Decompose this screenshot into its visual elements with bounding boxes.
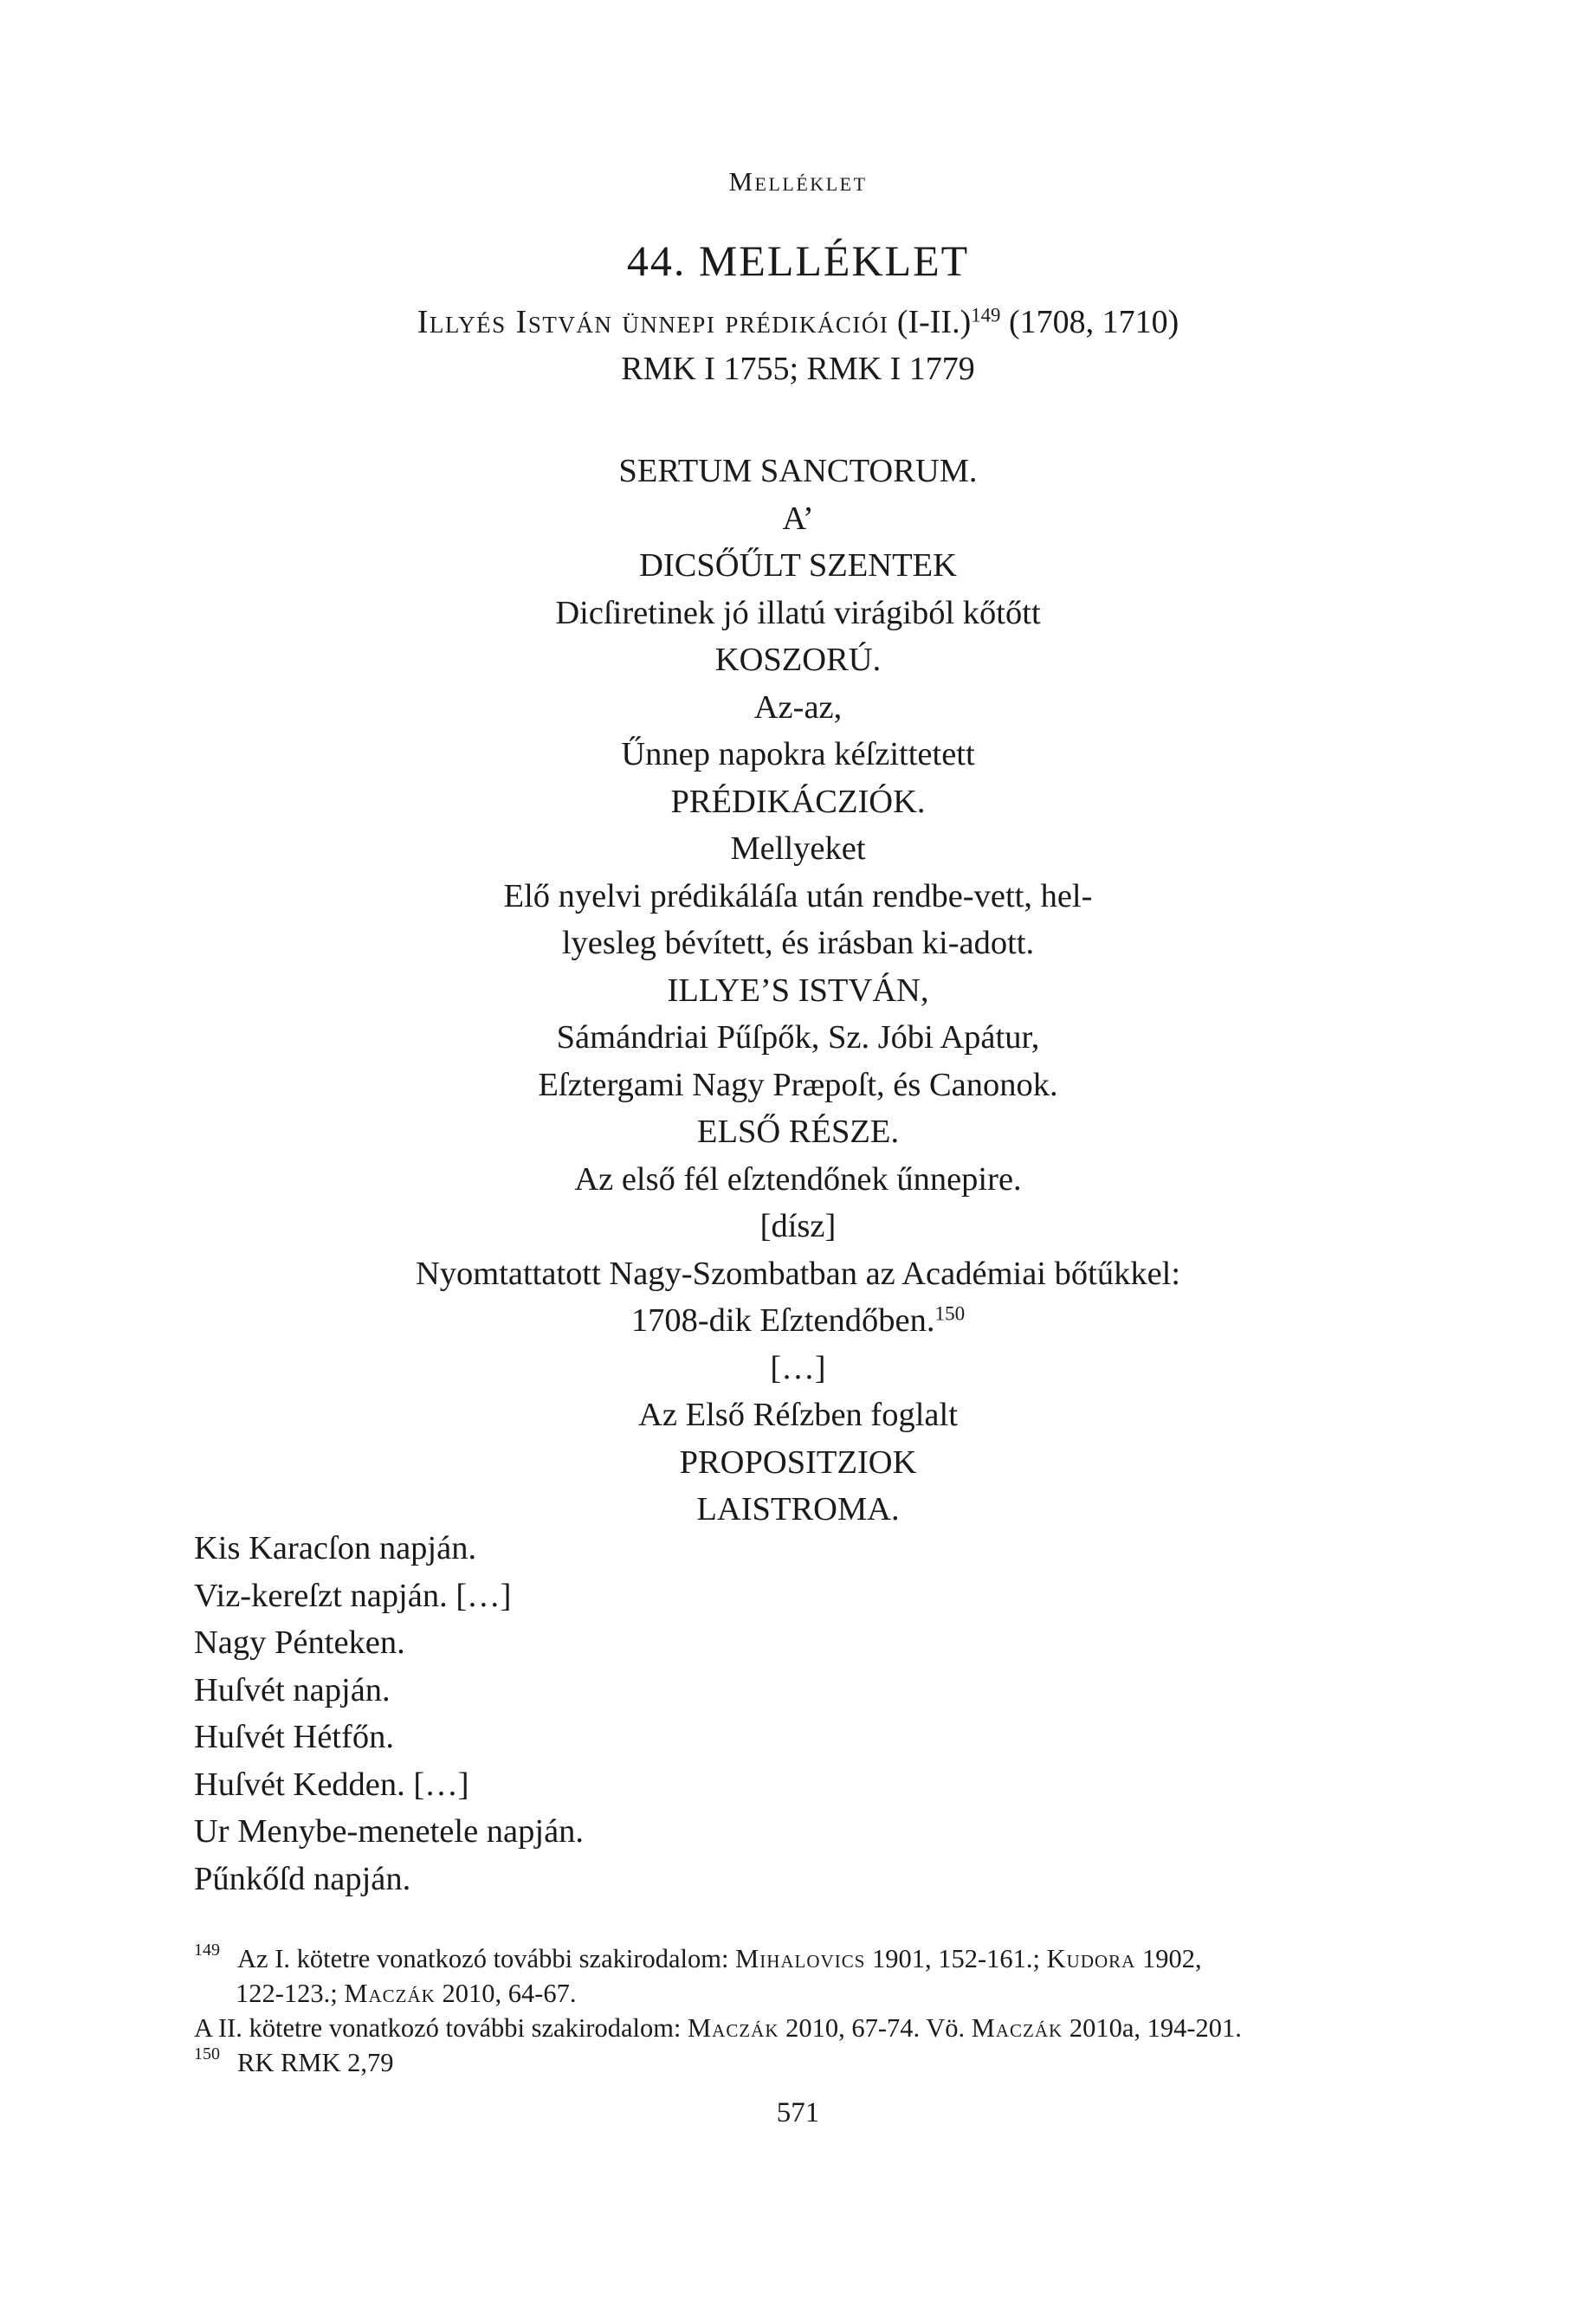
subtitle: [0, 299, 1596, 392]
footnote-ref-149[interactable]: 149: [971, 304, 1001, 326]
footnote-149-continued: [194, 1976, 1406, 2011]
title-line: ILLYE’S ISTVÁN,: [667, 972, 929, 1009]
title-line: Nyomtattatott Nagy-Szombatban az Académiai bőtűkkel:: [415, 1255, 1181, 1292]
title-line: ELSŐ RÉSZE.: [696, 1114, 900, 1150]
title-line: DICSŐŰLT SZENTEK: [639, 547, 957, 584]
author-name: Maczák: [344, 1979, 436, 2008]
list-item: Nagy Pénteken.: [194, 1624, 405, 1661]
list-item: Kis Karacſon napján.: [194, 1530, 477, 1566]
subtitle-name: Illyés István ünnepi prédikációi: [417, 304, 889, 340]
footnote-text: RK RMK 2,79: [237, 2048, 394, 2077]
title-line: Sámándriai Pűſpők, Sz. Jóbi Apátur,: [556, 1019, 1040, 1056]
footnote-text: 1901, 152-161.;: [865, 1944, 1047, 1973]
footnote-ref-150[interactable]: 150: [934, 1301, 966, 1325]
author-name: Kudora: [1046, 1944, 1136, 1973]
title-line: […]: [770, 1349, 826, 1386]
footnote-text: Az I. kötetre vonatkozó további szakirodalom:: [237, 1944, 736, 1973]
footnote-mark: 150: [194, 2044, 220, 2063]
footnote-text: 2010, 64-67.: [435, 1979, 577, 2008]
list-item: Huſvét Kedden. […]: [194, 1766, 469, 1803]
author-name: Mihalovics: [735, 1944, 866, 1973]
title-line: lyesleg bévített, és irásban ki-adott.: [561, 925, 1035, 961]
title-line: Űnnep napokra kéſzittetett: [621, 736, 975, 772]
imprint-year-line: [0, 1297, 1596, 1345]
chapter-title: 44. MELLÉKLET: [626, 236, 970, 285]
footnote-mark: 149: [194, 1941, 220, 1960]
title-line: [dísz]: [759, 1208, 837, 1244]
list-item: Pűnkőſd napján.: [194, 1860, 411, 1897]
subtitle-rmk: RMK I 1755; RMK I 1779: [621, 351, 975, 387]
footnote-text: A II. kötetre vonatkozó további szakirodalom:: [194, 2013, 688, 2043]
subtitle-line: [0, 299, 1596, 346]
title-line: Az első fél eſztendőnek űnnepire.: [574, 1160, 1022, 1198]
list-item: Ur Menybe-menetele napján.: [194, 1813, 585, 1850]
footnotes: [194, 1941, 1406, 2080]
title-line: Dicſiretinek jó illatú virágiból kőtőtt: [555, 594, 1041, 631]
title-page-transcription: [0, 448, 1596, 1534]
title-line: Az Első Réſzben foglalt: [638, 1397, 958, 1433]
footnote-150: [194, 2045, 1406, 2080]
footnote-text: 122-123.;: [236, 1979, 345, 2008]
title-line: KOSZORÚ.: [714, 642, 882, 678]
list-item: Viz-kereſzt napján. […]: [194, 1577, 512, 1614]
title-line: PROPOSITZIOK: [679, 1443, 917, 1481]
running-head: Melléklet: [728, 166, 868, 197]
list-item: Huſvét napján.: [194, 1671, 391, 1708]
footnote-149: [194, 1941, 1406, 1976]
footnote-text: 2010, 67-74. Vö.: [779, 2013, 972, 2043]
title-line: PRÉDIKÁCZIÓK.: [670, 783, 926, 820]
title-line: A’: [782, 500, 814, 537]
page-number: 571: [776, 2097, 820, 2128]
imprint-year: 1708-dik Eſztendőben.: [630, 1302, 935, 1339]
title-line: SERTUM SANCTORUM.: [618, 453, 978, 489]
propositions-list: [194, 1525, 584, 1902]
footnote-text: 2010a, 194-201.: [1063, 2013, 1242, 2043]
title-line: Eſztergami Nagy Præpoſt, és Canonok.: [538, 1066, 1058, 1103]
title-line: Az-az,: [753, 688, 843, 726]
subtitle-volumes: (I-II.): [888, 304, 972, 340]
subtitle-years: (1708, 1710): [1000, 304, 1179, 340]
title-line: LAISTROMA.: [696, 1491, 900, 1527]
footnote-text: 1902,: [1135, 1944, 1202, 1973]
title-line: Mellyeket: [730, 830, 866, 867]
author-name: Maczák: [688, 2013, 779, 2043]
title-line: Elő nyelvi prédikáláſa után rendbe-vett, hel-: [503, 877, 1093, 914]
footnote-149-second-volume: [194, 2011, 1406, 2045]
author-name: Maczák: [971, 2013, 1063, 2043]
list-item: Huſvét Hétfőn.: [194, 1719, 394, 1755]
